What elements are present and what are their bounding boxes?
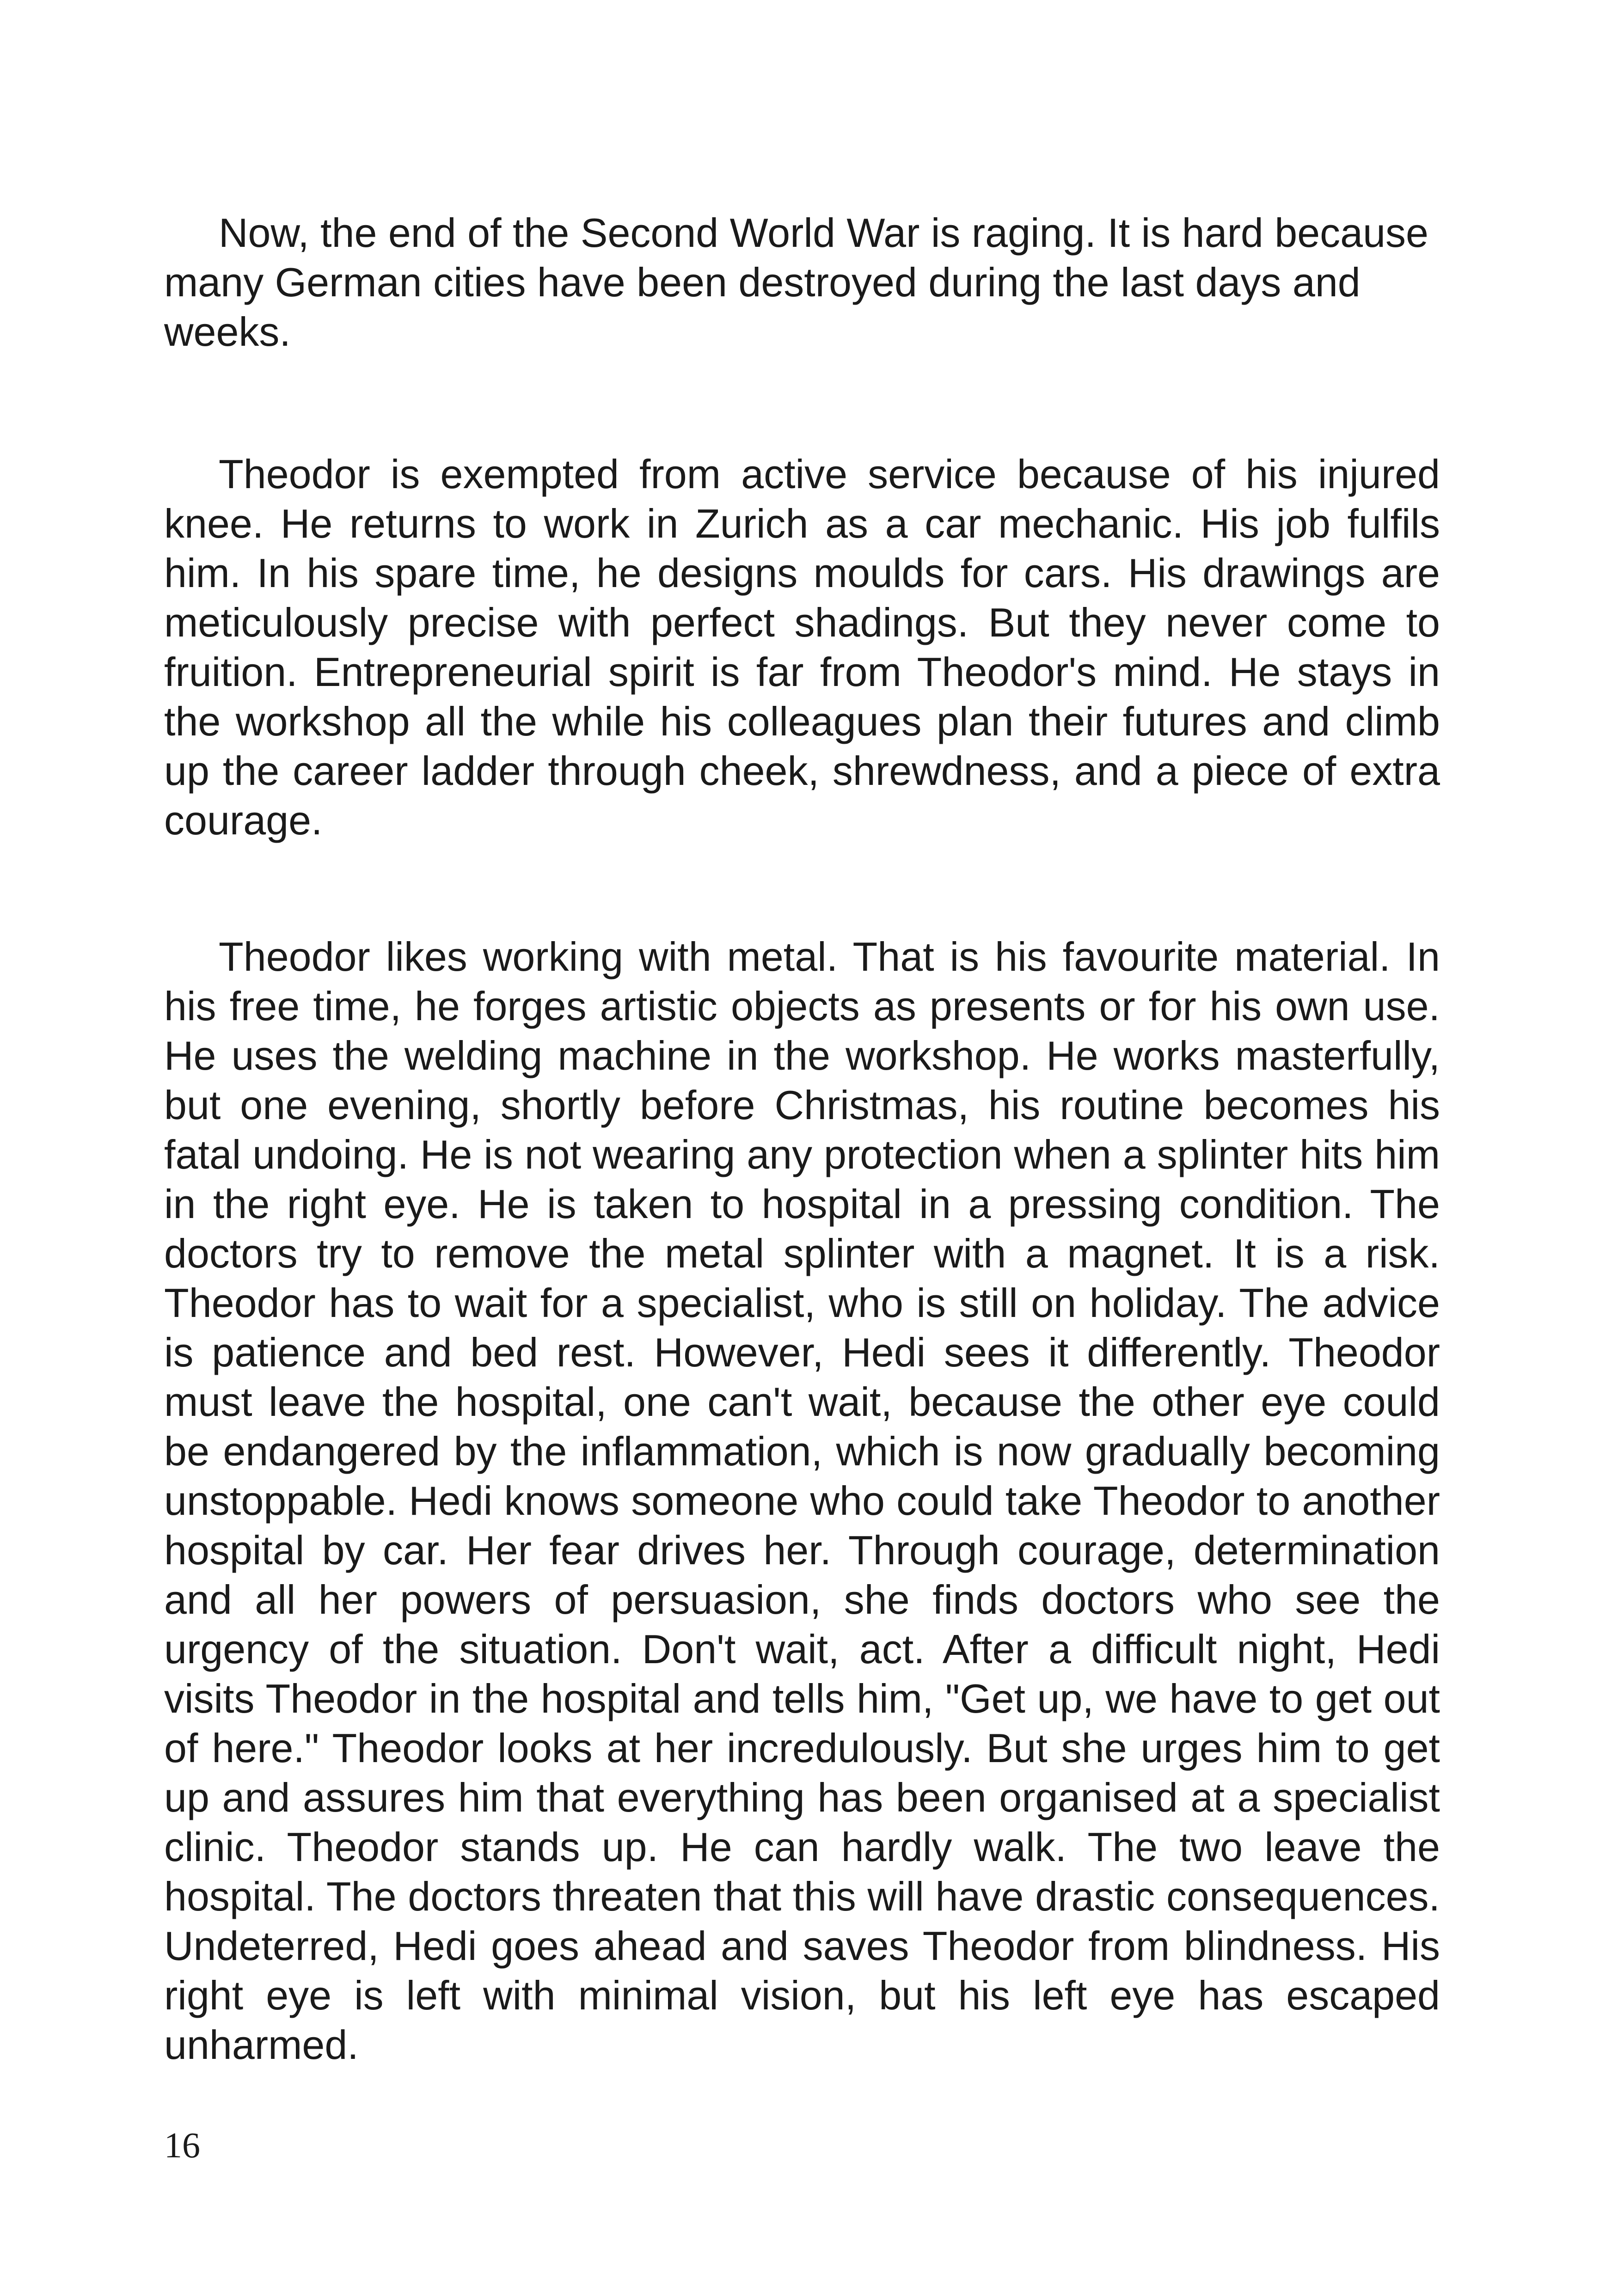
paragraph-eye-injury: Theodor likes working with metal. That is his favourite material. In his free time, he forges artistic objects as presents or for his own use. He uses the welding machine in the workshop. He works masterfully, but one evening, shortly before Christmas, his routine becomes his fatal undoing. He is not wearing any protection when a splinter hits him in the right eye. He is taken to hospital in a pressing condition. The doctors try to remove the metal splinter with a magnet. It is a risk. Theodor has to wait for a specialist, who is still on holiday. The advice is patience and bed rest. However, Hedi sees it differently. Theodor must leave the hospital, one can't wait, because the other eye could be endangered by the inflammation, which is now gradually becoming unstoppable. Hedi knows someone who could take Theodor to another hospital by car. Her fear drives her. Through courage, determination and all her powers of persuasion, she finds doctors who see the urgency of the situation. Don't wait, act. After a difficult night, Hedi visits Theodor in the hospital and tells him, "Get up, we have to get out of here." Theodor looks at her incredulously. But she urges him to get up and assures him that everything has been organised at a specialist clinic. Theodor stands up. He can hardly walk. The two leave the hospital. The doctors threaten that this will have drastic consequences. Undeterred, Hedi goes ahead and saves Theodor from blindness. His right eye is left with minimal vision, but his left eye has escaped unharmed. — [164, 934, 1440, 2068]
paragraph-war-end: Now, the end of the Second World War is raging. It is hard because many German cities have been destroyed during the last days and weeks. — [164, 210, 1428, 355]
paragraph-car-mechanic: Theodor is exempted from active service because of his injured knee. He returns to work in Zurich as a car mechanic. His job fulfils him. In his spare time, he designs moulds for cars. His drawings are meticulously precise with perfect shadings. But they never come to fruition. Entrepreneurial spirit is far from Theodor's mind. He stays in the workshop all the while his colleagues plan their futures and climb up the career ladder through cheek, shrewdness, and a piece of extra courage. — [164, 451, 1440, 843]
page-number: 16 — [164, 2125, 200, 2165]
